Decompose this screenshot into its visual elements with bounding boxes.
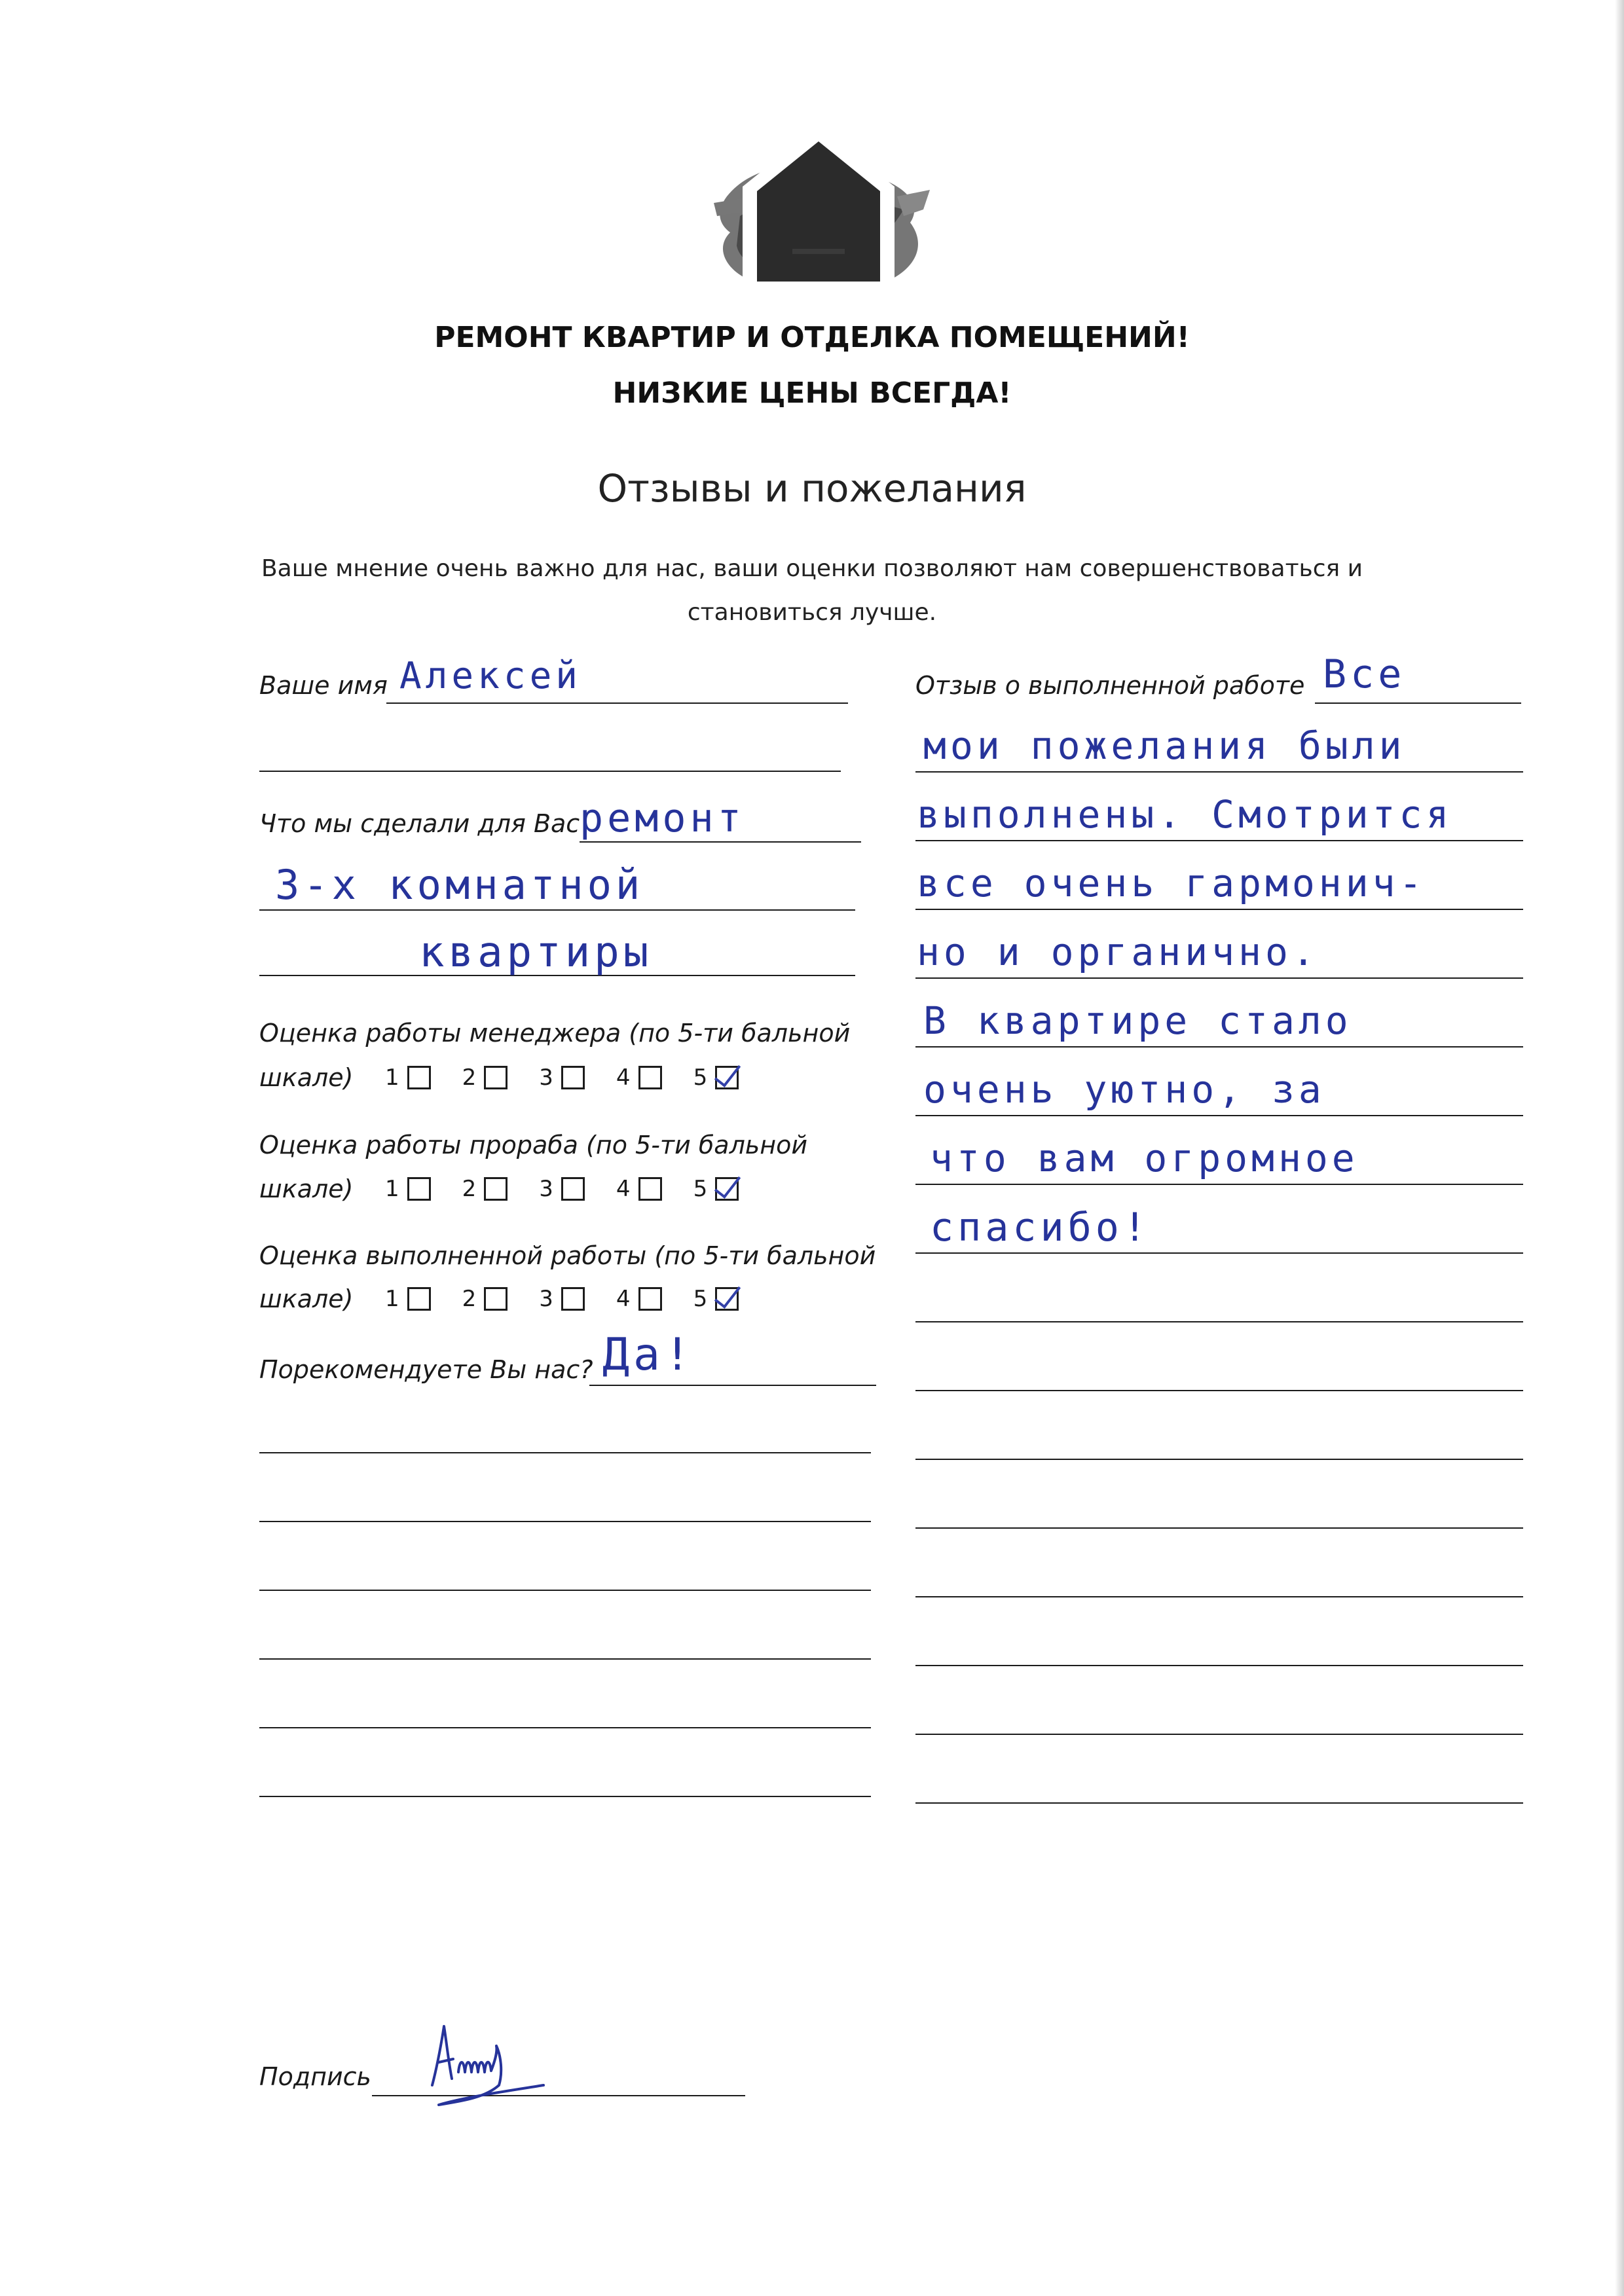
work-done-value-3[interactable]: квартиры (419, 928, 653, 977)
comment-line (259, 1452, 871, 1453)
name-value[interactable]: Алексей (399, 655, 582, 697)
comment-line (259, 1796, 871, 1797)
manager-rating-2-checkbox[interactable] (484, 1066, 507, 1089)
manager-rating-group (385, 1065, 770, 1091)
review-line-7 (915, 1115, 1523, 1116)
work-done-value-2[interactable]: 3-х комнатной (275, 861, 644, 909)
review-line (915, 1802, 1523, 1804)
review-line-6 (915, 1046, 1523, 1048)
manager-scale-label: шкале) (259, 1063, 354, 1092)
work-rating-4-checkbox[interactable] (638, 1287, 662, 1311)
review-label: Отзыв о выполненной работе (915, 671, 1305, 700)
foreman-rating-1-checkbox[interactable] (407, 1177, 431, 1201)
rating-number: 2 (462, 1065, 477, 1091)
rating-number: 4 (616, 1176, 631, 1202)
name-line (386, 702, 848, 704)
rating-number: 5 (693, 1286, 708, 1312)
foreman-rating-5-checkbox[interactable] (715, 1177, 739, 1201)
signature-mark[interactable] (413, 2013, 596, 2111)
review-line-2 (915, 771, 1523, 773)
rating-number: 3 (539, 1065, 553, 1091)
manager-rating-5-checkbox[interactable] (715, 1066, 739, 1089)
rating-number: 5 (693, 1065, 708, 1091)
review-text-line-6[interactable]: В квартире стало (923, 998, 1352, 1043)
work-scale-label: шкале) (259, 1285, 354, 1313)
review-line-3 (915, 840, 1523, 841)
comment-line (259, 1521, 871, 1522)
rating-number: 2 (462, 1286, 477, 1312)
rating-number: 3 (539, 1176, 553, 1202)
review-text-line-2[interactable]: мои пожелания были (923, 723, 1406, 768)
review-text-line-5[interactable]: но и органично. (917, 930, 1319, 974)
work-done-value-1[interactable]: ремонт (580, 795, 745, 841)
work-rating-1-checkbox[interactable] (407, 1287, 431, 1311)
recommend-value[interactable]: Да! (602, 1329, 695, 1381)
review-text-line-4[interactable]: все очень гармонич- (917, 861, 1426, 905)
comment-line (259, 1658, 871, 1660)
review-line (915, 1734, 1523, 1735)
foreman-scale-label: шкале) (259, 1175, 354, 1203)
manager-rating-3-checkbox[interactable] (561, 1066, 585, 1089)
recommend-line (589, 1385, 876, 1386)
foreman-rating-label: Оценка работы прораба (по 5-ти бальной (259, 1131, 808, 1159)
house-logo-icon (714, 118, 930, 314)
review-line-1 (1315, 702, 1521, 704)
comment-line (259, 1590, 871, 1591)
rating-number: 2 (462, 1176, 477, 1202)
review-text-line-9[interactable]: спасибо! (930, 1205, 1151, 1250)
review-line (915, 1321, 1523, 1322)
review-line (915, 1527, 1523, 1529)
work-rating-label: Оценка выполненной работы (по 5-ти бальной (259, 1241, 876, 1270)
rating-number: 1 (385, 1286, 399, 1312)
review-line-5 (915, 977, 1523, 979)
rating-number: 3 (539, 1286, 553, 1312)
work-done-label: Что мы сделали для Вас (259, 809, 580, 838)
name-line-extra (259, 771, 841, 772)
review-line-8 (915, 1184, 1523, 1185)
company-slogan: РЕМОНТ КВАРТИР И ОТДЕЛКА ПОМЕЩЕНИЙ! (434, 321, 1190, 354)
foreman-rating-4-checkbox[interactable] (638, 1177, 662, 1201)
foreman-rating-group (385, 1176, 770, 1202)
review-line-4 (915, 909, 1523, 910)
intro-text-line-1: Ваше мнение очень важно для нас, ваши оценки позволяют нам совершенствоваться и (261, 555, 1363, 582)
rating-number: 4 (616, 1065, 631, 1091)
rating-number: 1 (385, 1176, 399, 1202)
manager-rating-4-checkbox[interactable] (638, 1066, 662, 1089)
review-line (915, 1459, 1523, 1460)
comment-line (259, 1727, 871, 1728)
foreman-rating-3-checkbox[interactable] (561, 1177, 585, 1201)
signature-label: Подпись (259, 2062, 371, 2091)
review-line-9 (915, 1252, 1523, 1254)
foreman-rating-2-checkbox[interactable] (484, 1177, 507, 1201)
work-rating-group (385, 1286, 770, 1312)
review-text-line-3[interactable]: выполнены. Смотрится (917, 792, 1453, 837)
work-rating-3-checkbox[interactable] (561, 1287, 585, 1311)
recommend-label: Порекомендуете Вы нас? (259, 1355, 593, 1384)
review-text-line-7[interactable]: очень уютно, за (923, 1067, 1325, 1112)
rating-number: 1 (385, 1065, 399, 1091)
manager-rating-1-checkbox[interactable] (407, 1066, 431, 1089)
work-rating-5-checkbox[interactable] (715, 1287, 739, 1311)
work-done-line-2 (259, 909, 855, 911)
manager-rating-label: Оценка работы менеджера (по 5-ти бальной (259, 1019, 851, 1048)
work-done-line-1 (580, 841, 861, 843)
review-line (915, 1596, 1523, 1597)
review-text-line-8[interactable]: что вам огромное (930, 1136, 1359, 1180)
intro-text-line-2: становиться лучше. (687, 599, 937, 626)
page-title: Отзывы и пожелания (597, 466, 1027, 511)
review-line (915, 1665, 1523, 1666)
review-text-line-1[interactable]: Все (1323, 651, 1406, 697)
work-rating-2-checkbox[interactable] (484, 1287, 507, 1311)
rating-number: 5 (693, 1176, 708, 1202)
name-label: Ваше имя (259, 671, 388, 700)
review-line (915, 1390, 1523, 1391)
company-tagline: НИЗКИЕ ЦЕНЫ ВСЕГДА! (612, 376, 1012, 410)
rating-number: 4 (616, 1286, 631, 1312)
